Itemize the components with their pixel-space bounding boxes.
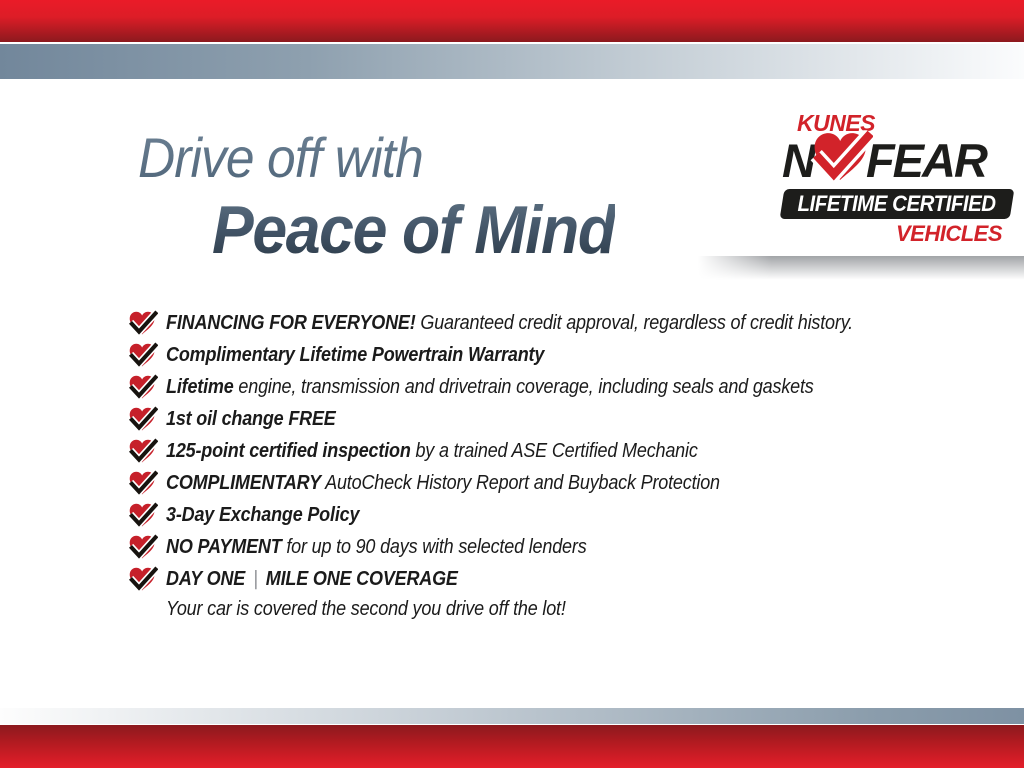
- top-silver-gradient-bar: [0, 44, 1024, 79]
- benefit-item-powertrain-warranty: [127, 345, 929, 366]
- heart-check-icon: [127, 470, 158, 497]
- vehicles-label: VEHICLES: [895, 221, 1002, 246]
- logo-letter-n: N: [782, 134, 814, 187]
- page-curl-shadow: [698, 256, 1024, 283]
- benefit-subline-text: Your car is covered the second you drive off the lot!: [166, 598, 566, 620]
- heart-check-icon: [127, 310, 158, 337]
- heart-check-icon: [127, 342, 158, 369]
- benefit-text: COMPLIMENTARY AutoCheck History Report and Buyback Protection: [166, 472, 720, 494]
- heart-check-icon: [127, 406, 158, 433]
- headline-line2: Peace of Mind: [212, 192, 615, 268]
- heart-check-icon: [127, 566, 158, 593]
- pipe-separator: |: [253, 568, 258, 590]
- benefit-item-lifetime-coverage: [127, 377, 929, 398]
- logo-word-fear: FEAR: [865, 134, 986, 187]
- benefit-text: 3-Day Exchange Policy: [166, 504, 360, 526]
- heart-check-icon: [127, 502, 158, 529]
- benefits-list: [127, 313, 929, 620]
- heart-check-icon: [127, 534, 158, 561]
- top-red-bar: [0, 0, 1024, 42]
- benefit-text: DAY ONE | MILE ONE COVERAGE: [166, 568, 458, 590]
- heart-check-icon: [127, 438, 158, 465]
- benefit-item-no-payment: [127, 537, 929, 558]
- benefit-text: FINANCING FOR EVERYONE! Guaranteed credit approval, regardless of credit history.: [166, 312, 854, 334]
- logo-no-fear-wordmark: [782, 135, 1018, 186]
- benefit-item-day-one-coverage: [127, 569, 929, 590]
- benefit-text: NO PAYMENT for up to 90 days with selected lenders: [166, 536, 587, 558]
- bottom-red-bar: [0, 725, 1024, 768]
- benefit-item-financing: [127, 313, 929, 334]
- benefit-text: Complimentary Lifetime Powertrain Warranty: [166, 344, 545, 366]
- logo-brand-name: KUNES: [797, 110, 876, 136]
- lifetime-certified-banner: [780, 189, 1015, 219]
- benefit-text: Lifetime engine, transmission and drivetrain coverage, including seals and gaskets: [166, 376, 814, 398]
- benefit-item-inspection: [127, 441, 929, 462]
- benefit-text: 125-point certified inspection by a trained ASE Certified Mechanic: [166, 440, 698, 462]
- bottom-silver-gradient-bar: [0, 708, 1024, 724]
- headline-line1: Drive off with: [138, 126, 423, 189]
- benefit-text: 1st oil change FREE: [166, 408, 336, 430]
- benefit-item-exchange-policy: [127, 505, 929, 526]
- benefit-subline: [166, 599, 929, 620]
- benefit-item-autocheck: [127, 473, 929, 494]
- banner-label: LIFETIME CERTIFIED: [797, 191, 997, 216]
- benefit-item-oil-change: [127, 409, 929, 430]
- headline: [138, 126, 650, 268]
- heart-check-icon: [809, 129, 873, 186]
- kunes-no-fear-logo: [782, 112, 1018, 245]
- heart-check-icon: [127, 374, 158, 401]
